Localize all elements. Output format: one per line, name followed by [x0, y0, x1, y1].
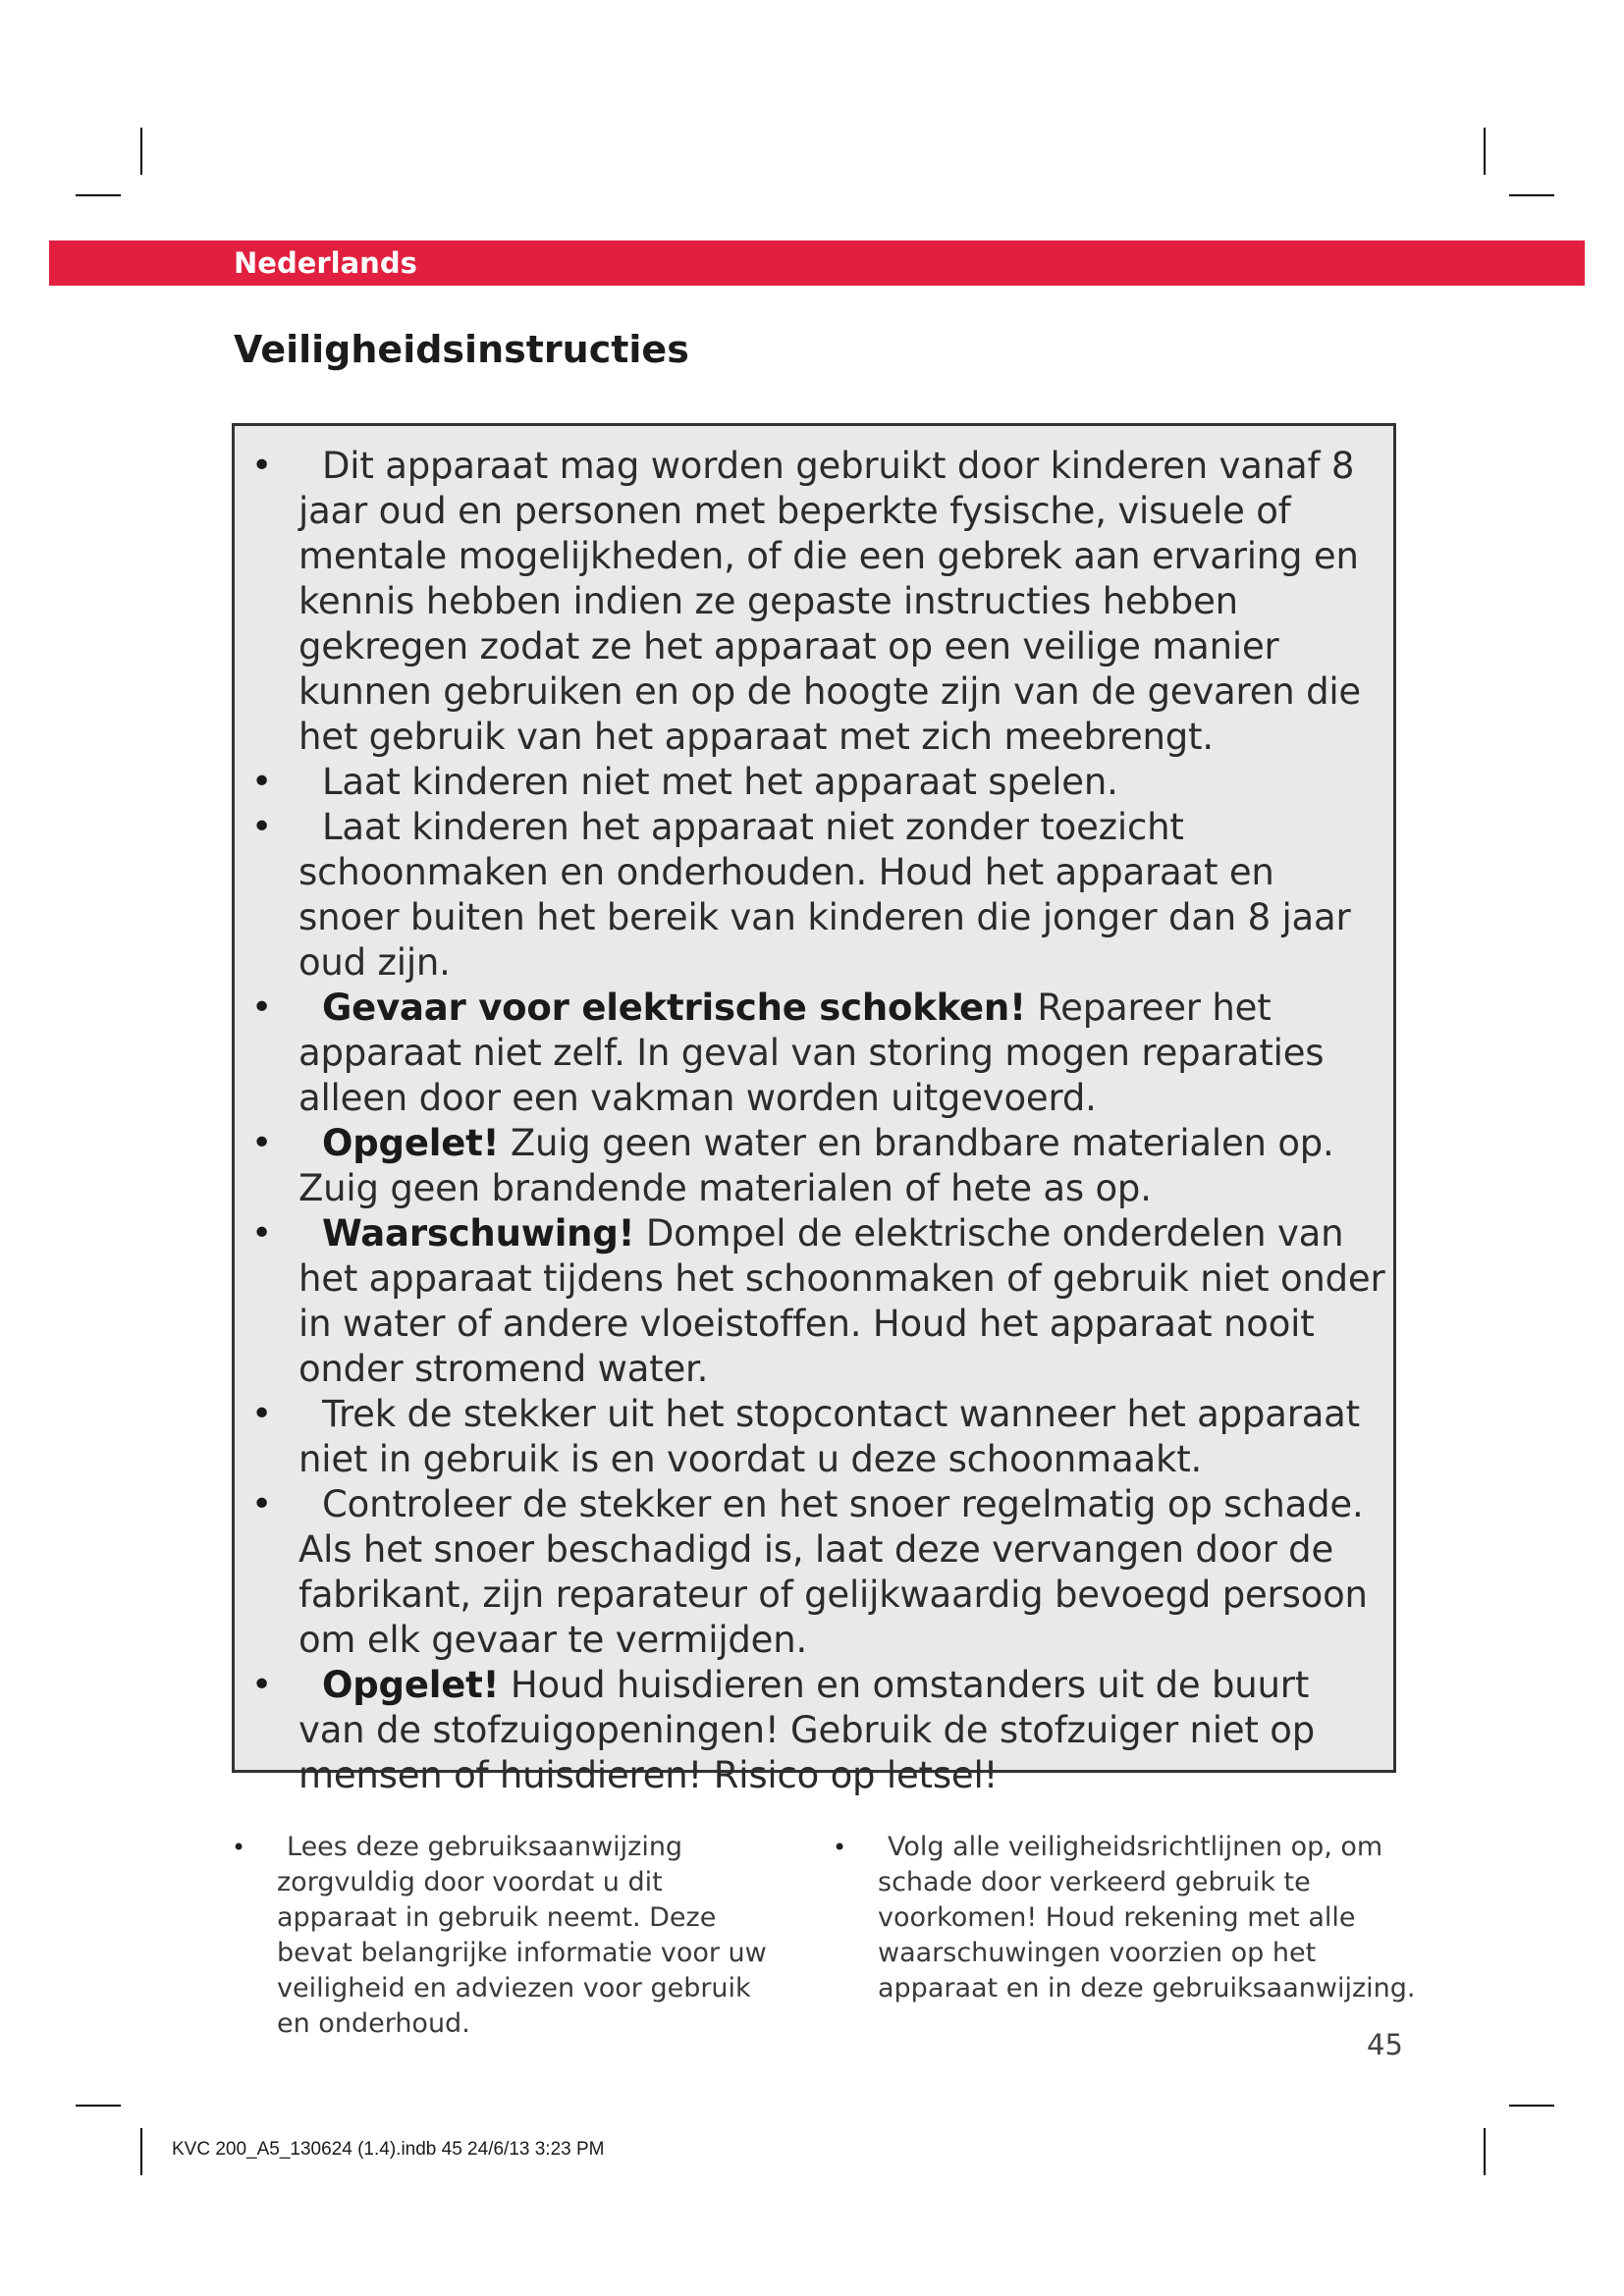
print-slug: KVC 200_A5_130624 (1.4).indb 45 24/6/13 3:23 PM [172, 2139, 605, 2160]
crop-mark [1484, 128, 1486, 175]
warning-text: Dompel de elektrische onderdelen van het apparaat tijdens het schoonmaken of gebruik niet onder in water of andere vloeistoffen. Houd het apparaat nooit onder stromend water. [298, 1212, 1385, 1390]
bullet: • [833, 1834, 847, 1861]
language-label: Nederlands [234, 246, 417, 280]
safety-warning-list [235, 426, 1393, 1798]
crop-mark [140, 2128, 142, 2175]
warning-item [235, 444, 1393, 760]
crop-mark [1509, 2105, 1554, 2107]
warning-emphasis: Waarschuwing! [322, 1212, 635, 1255]
warning-item [235, 760, 1393, 805]
crop-mark [1484, 2128, 1486, 2175]
bullet: • [251, 1394, 273, 1434]
warning-item [235, 1482, 1393, 1663]
warning-text: Trek de stekker uit het stopcontact wanneer het apparaat niet in gebruik is en voordat u deze schoonmaakt. [298, 1393, 1360, 1480]
warning-emphasis: Opgelet! [322, 1664, 500, 1706]
bullet: • [251, 807, 273, 847]
bullet: • [251, 762, 273, 802]
warning-item [235, 1392, 1393, 1482]
warning-text: Laat kinderen niet met het apparaat spelen. [322, 761, 1118, 803]
warning-text: Laat kinderen het apparaat niet zonder toezicht schoonmaken en onderhouden. Houd het apparaat en snoer buiten het bereik van kinderen die jonger dan 8 jaar oud zijn. [298, 806, 1351, 984]
warning-text: Zuig geen water en brandbare materialen op. Zuig geen brandende materialen of hete as op. [298, 1122, 1334, 1209]
warning-item [235, 1121, 1393, 1211]
note-left-text: Lees deze gebruiksaanwijzing zorgvuldig door voordat u dit apparaat in gebruik neemt. Deze bevat belangrijke informatie voor uw veiligheid en adviezen voor gebruik en onderhoud. [277, 1832, 767, 2039]
bullet: • [251, 1213, 273, 1254]
warning-item [235, 1663, 1393, 1798]
warning-item [235, 805, 1393, 986]
safety-warning-box [232, 423, 1396, 1796]
note-left [232, 1830, 782, 2042]
crop-mark [1509, 194, 1554, 196]
warning-item [235, 1211, 1393, 1392]
language-bar [49, 240, 1585, 286]
warning-text: Controleer de stekker en het snoer regelmatig op schade. Als het snoer beschadigd is, laat deze vervangen door de fabrikant, zijn reparateur of gelijkwaardig bevoegd persoon om elk gevaar te vermijden. [298, 1483, 1368, 1661]
crop-mark [76, 2105, 121, 2107]
warning-text: Houd huisdieren en omstanders uit de buurt van de stofzuigopeningen! Gebruik de stofzuiger niet op mensen of huisdieren! Risico op letsel! [298, 1664, 1316, 1796]
section-title: Veiligheidsinstructies [234, 328, 689, 371]
note-right-text: Volg alle veiligheidsrichtlijnen op, om schade door verkeerd gebruik te voorkomen! Houd rekening met alle waarschuwingen voorzien op het apparaat en in deze gebruiksaanwijzing. [878, 1832, 1416, 2003]
bullet: • [232, 1834, 246, 1861]
warning-emphasis: Gevaar voor elektrische schokken! [322, 987, 1026, 1029]
crop-mark [140, 128, 142, 175]
note-right [833, 1830, 1422, 2006]
warning-item [235, 986, 1393, 1121]
page-number: 45 [1367, 2028, 1403, 2061]
bullet: • [251, 446, 273, 486]
warning-text: Dit apparaat mag worden gebruikt door kinderen vanaf 8 jaar oud en personen met beperkte fysische, visuele of mentale mogelijkheden, of die een gebrek aan ervaring en kennis hebben indien ze gepaste instructies hebben gekregen zodat ze het apparaat op een veilige manier kunnen gebruiken en op de hoogte zijn van de gevaren die het gebruik van het apparaat met zich meebrengt. [298, 445, 1361, 758]
crop-mark [76, 194, 121, 196]
bullet: • [251, 1123, 273, 1163]
warning-text: Repareer het apparaat niet zelf. In geval van storing mogen reparaties alleen door een vakman worden uitgevoerd. [298, 987, 1325, 1119]
bullet: • [251, 1484, 273, 1524]
bullet: • [251, 1665, 273, 1705]
warning-emphasis: Opgelet! [322, 1122, 500, 1164]
bullet: • [251, 988, 273, 1028]
